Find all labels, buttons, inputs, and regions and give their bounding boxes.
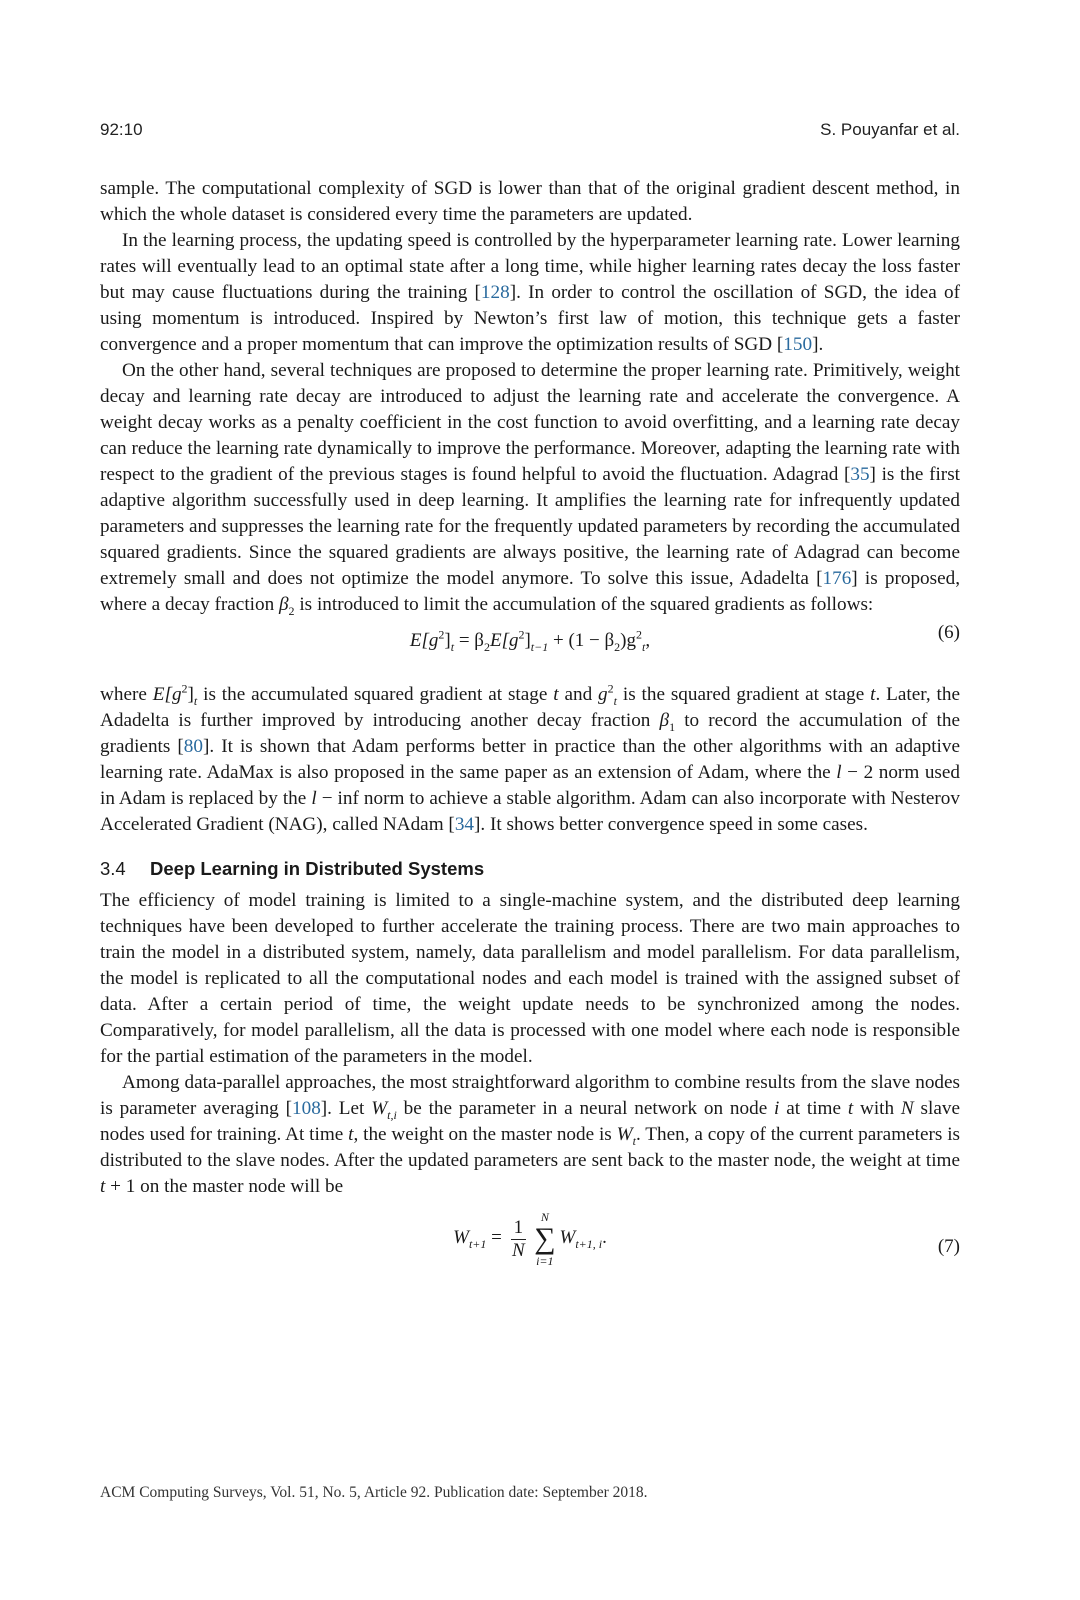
- running-head: [100, 120, 960, 144]
- citation-link[interactable]: 34: [454, 814, 474, 835]
- running-authors: S. Pouyanfar et al.: [820, 120, 960, 139]
- citation-link[interactable]: 108: [292, 1098, 321, 1119]
- section-number: 3.4: [100, 858, 126, 879]
- citation-link[interactable]: 150: [783, 334, 813, 355]
- citation-link[interactable]: 176: [822, 568, 852, 589]
- paragraph-5: The efficiency of model training is limited to a single-machine system, and the distributed deep learning techniques have been developed to further accelerate the training process. There are two main approaches to train the model in a distributed system, namely, data parallelism and model parallelism. For data parallelism, the model is replicated to all the computational nodes and each model is trained with the assigned subset of data. After a certain period of time, the weight update needs to be synchronized among the nodes. Comparatively, for model parallelism, all the data is processed with one model where each node is responsible for the partial estimation of the parameters in the model.: [100, 890, 960, 1067]
- equation-number: (7): [937, 1236, 960, 1257]
- footer-citation: ACM Computing Surveys, Vol. 51, No. 5, Article 92. Publication date: September 2018.: [100, 1484, 648, 1501]
- citation-link[interactable]: 128: [480, 282, 510, 303]
- equation-number: (6): [937, 622, 960, 643]
- page-number: 92:10: [100, 120, 143, 139]
- section-heading: [100, 856, 960, 882]
- section-title: Deep Learning in Distributed Systems: [150, 858, 485, 879]
- equation-body: $W_{t+1}$ = $\frac{1}{N}$ N ∑ i=1 $W_{t+1, i}$.: [453, 1210, 607, 1268]
- equation-6: [100, 618, 960, 682]
- paragraph-3: On the other hand, several techniques are proposed to determine the proper learning rate. Primitively, weight decay and learning rate decay are introduced to adjust the learning rate and accelerate the convergence. A weight decay works as a penalty coefficient in the cost function to avoid overfitting, and a learning rate decay can reduce the learning rate dynamically to improve the performance. Moreover, adapting the learning rate with respect to the gradient of the previous stages is found helpful to avoid the fluctuation. Adagrad [35] is the first adaptive algorithm successfully used in deep learning. It amplifies the learning rate for infrequently updated parameters and suppresses the learning rate for the frequently updated parameters by recording the accumulated squared gradients. Since the squared gradients are always positive, the learning rate of Adagrad can become extremely small and does not optimize the model anymore. To solve this issue, Adadelta [176] is proposed, where a decay fraction $\beta_2$ is introduced to limit the accumulation of the squared gradients as follows:: [100, 360, 961, 618]
- equation-body: $E[g^2]_t = \beta_2E[g^2]_{t-1} + (1 - \beta_2)g^2_t$,: [409, 627, 651, 654]
- paragraph-6: Among data-parallel approaches, the most straightforward algorithm to combine results from the slave nodes is parameter averaging [108]. Let $W_{t,i}$ be the parameter in a neural network on node i at time t with N slave nodes used for training. At time t, the weight on the master node is $W_t$. Then, a copy of the current parameters is distributed to the slave nodes. After the updated parameters are sent back to the master node, the weight at time t + 1 on the master node will be: [100, 1072, 960, 1197]
- paragraph-4: where $E[g^2]_t$ is the accumulated squared gradient at stage t and $g^2_t$ is the squared gradient at stage t. Later, the Adadelta is further improved by introducing another decay fraction $\beta_1$ to record the accumulation of the gradients [80]. It is shown that Adam performs better in practice than the other algorithms with an adaptive learning rate. AdaMax is also proposed in the same paper as an extension of Adam, where the l − 2 norm used in Adam is replaced by the l − inf norm to achieve a stable algorithm. Adam can also incorporate with Nesterov Accelerated Gradient (NAG), called NAdam [34]. It shows better convergence speed in some cases.: [100, 681, 961, 835]
- paragraph-1: sample. The computational complexity of SGD is lower than that of the original gradient descent method, in which the whole dataset is considered every time the parameters are updated.: [100, 178, 960, 225]
- citation-link[interactable]: 35: [850, 464, 870, 485]
- equation-7: [100, 1200, 960, 1298]
- body-text: [100, 176, 960, 1298]
- summation-icon: N ∑ i=1: [534, 1210, 556, 1268]
- paragraph-2: In the learning process, the updating speed is controlled by the hyperparameter learning rate. Lower learning rates will eventually lead to an optimal state after a long time, while higher learning rates decay the loss faster but may cause fluctuations during the training [128]. In order to control the oscillation of SGD, the idea of using momentum is introduced. Inspired by Newton’s first law of motion, this technique gets a faster convergence and a proper momentum that can improve the optimization results of SGD [150].: [100, 230, 960, 355]
- fraction: $\frac{1}{N}$: [512, 1216, 525, 1261]
- citation-link[interactable]: 80: [183, 736, 203, 757]
